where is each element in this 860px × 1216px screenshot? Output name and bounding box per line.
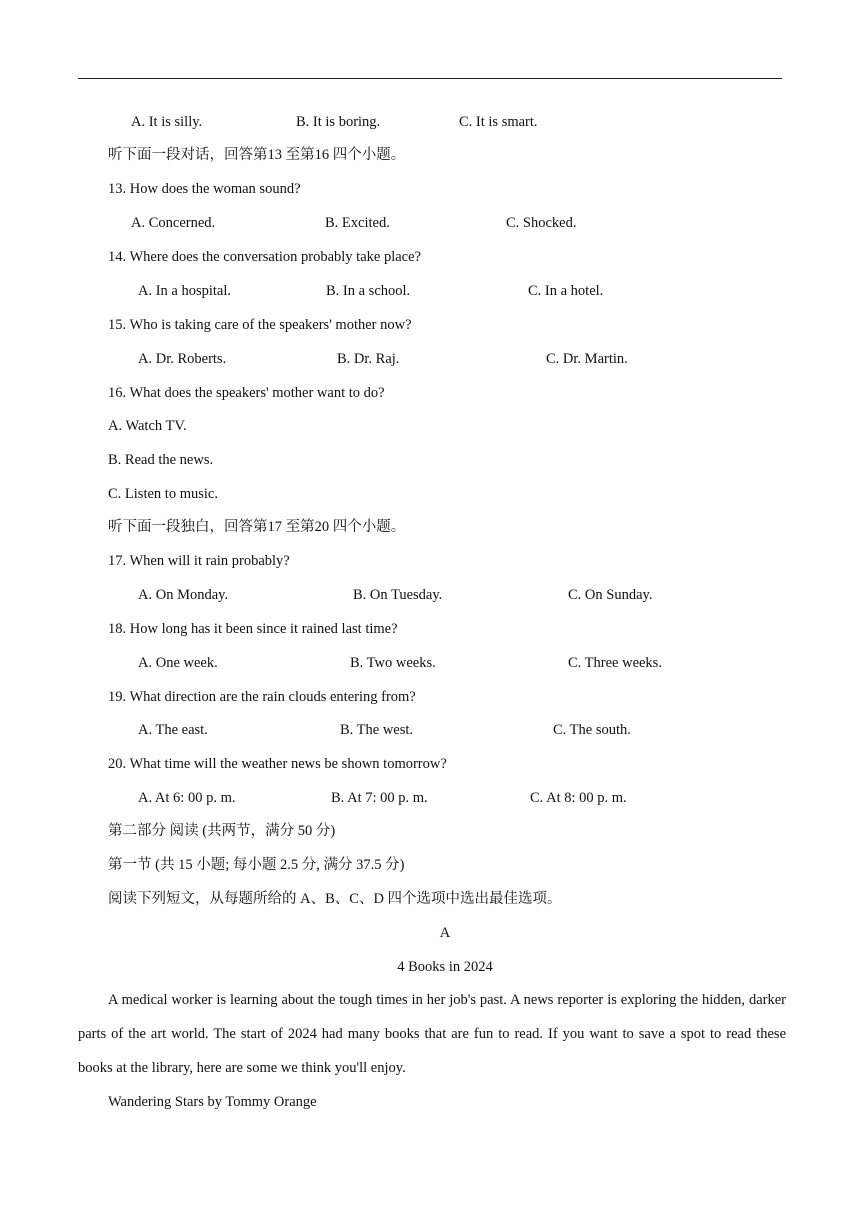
q14-stem: 14. Where does the conversation probably take place?: [108, 249, 421, 265]
passage-paragraph: A medical worker is learning about the tough times in her job's past. A news reporter is exploring the hidden, darker parts of the art world. The start of 2024 had many books that are fun to read. If you want to save a spot to read these books at the library, here are some we think you'll enjoy.: [78, 992, 786, 1076]
header-rule: [78, 78, 782, 79]
q13-option-b: B. Excited.: [325, 215, 390, 231]
book1-title: Wandering Stars by Tommy Orange: [108, 1094, 317, 1110]
q19-option-a: A. The east.: [138, 722, 208, 738]
q17-option-c: C. On Sunday.: [568, 587, 653, 603]
q16-option-c: C. Listen to music.: [108, 486, 218, 502]
q20-option-b: B. At 7: 00 p. m.: [331, 790, 428, 806]
section1-heading: 第一节 (共 15 小题; 每小题 2.5 分, 满分 37.5 分): [108, 857, 405, 873]
q20-option-a: A. At 6: 00 p. m.: [138, 790, 236, 806]
q15-option-b: B. Dr. Raj.: [337, 351, 400, 367]
q12-option-a: A. It is silly.: [131, 114, 203, 130]
q16-option-a: A. Watch TV.: [108, 418, 187, 434]
q12-option-c: C. It is smart.: [459, 114, 538, 130]
q13-option-a: A. Concerned.: [131, 215, 216, 231]
q19-stem: 19. What direction are the rain clouds entering from?: [108, 689, 416, 705]
part2-heading: 第二部分 阅读 (共两节，满分 50 分): [108, 823, 336, 839]
q18-option-c: C. Three weeks.: [568, 655, 662, 671]
q16-stem: 16. What does the speakers' mother want to do?: [108, 385, 385, 401]
passage-letter: A: [439, 925, 451, 941]
q14-option-b: B. In a school.: [326, 283, 411, 299]
q18-option-a: A. One week.: [138, 655, 218, 671]
q18-stem: 18. How long has it been since it rained last time?: [108, 621, 398, 637]
q19-option-c: C. The south.: [553, 722, 631, 738]
q13-stem: 13. How does the woman sound?: [108, 181, 301, 197]
passage-title: 4 Books in 2024: [397, 959, 493, 975]
section-dialog-instruction: 听下面一段对话，回答第13 至第16 四个小题。: [108, 147, 406, 163]
q17-option-a: A. On Monday.: [138, 587, 229, 603]
q14-option-c: C. In a hotel.: [528, 283, 604, 299]
q17-option-b: B. On Tuesday.: [353, 587, 443, 603]
q14-option-a: A. In a hospital.: [138, 283, 232, 299]
reading-instruction: 阅读下列短文，从每题所给的 A、B、C、D 四个选项中选出最佳选项。: [108, 891, 562, 907]
q15-option-a: A. Dr. Roberts.: [138, 351, 227, 367]
q15-option-c: C. Dr. Martin.: [546, 351, 628, 367]
q13-option-c: C. Shocked.: [506, 215, 577, 231]
q20-stem: 20. What time will the weather news be shown tomorrow?: [108, 756, 447, 772]
q19-option-b: B. The west.: [340, 722, 414, 738]
q15-stem: 15. Who is taking care of the speakers' mother now?: [108, 317, 412, 333]
q12-option-b: B. It is boring.: [296, 114, 381, 130]
q17-stem: 17. When will it rain probably?: [108, 553, 290, 569]
q16-option-b: B. Read the news.: [108, 452, 214, 468]
section-monologue-instruction: 听下面一段独白，回答第17 至第20 四个小题。: [108, 519, 406, 535]
q20-option-c: C. At 8: 00 p. m.: [530, 790, 627, 806]
q18-option-b: B. Two weeks.: [350, 655, 436, 671]
